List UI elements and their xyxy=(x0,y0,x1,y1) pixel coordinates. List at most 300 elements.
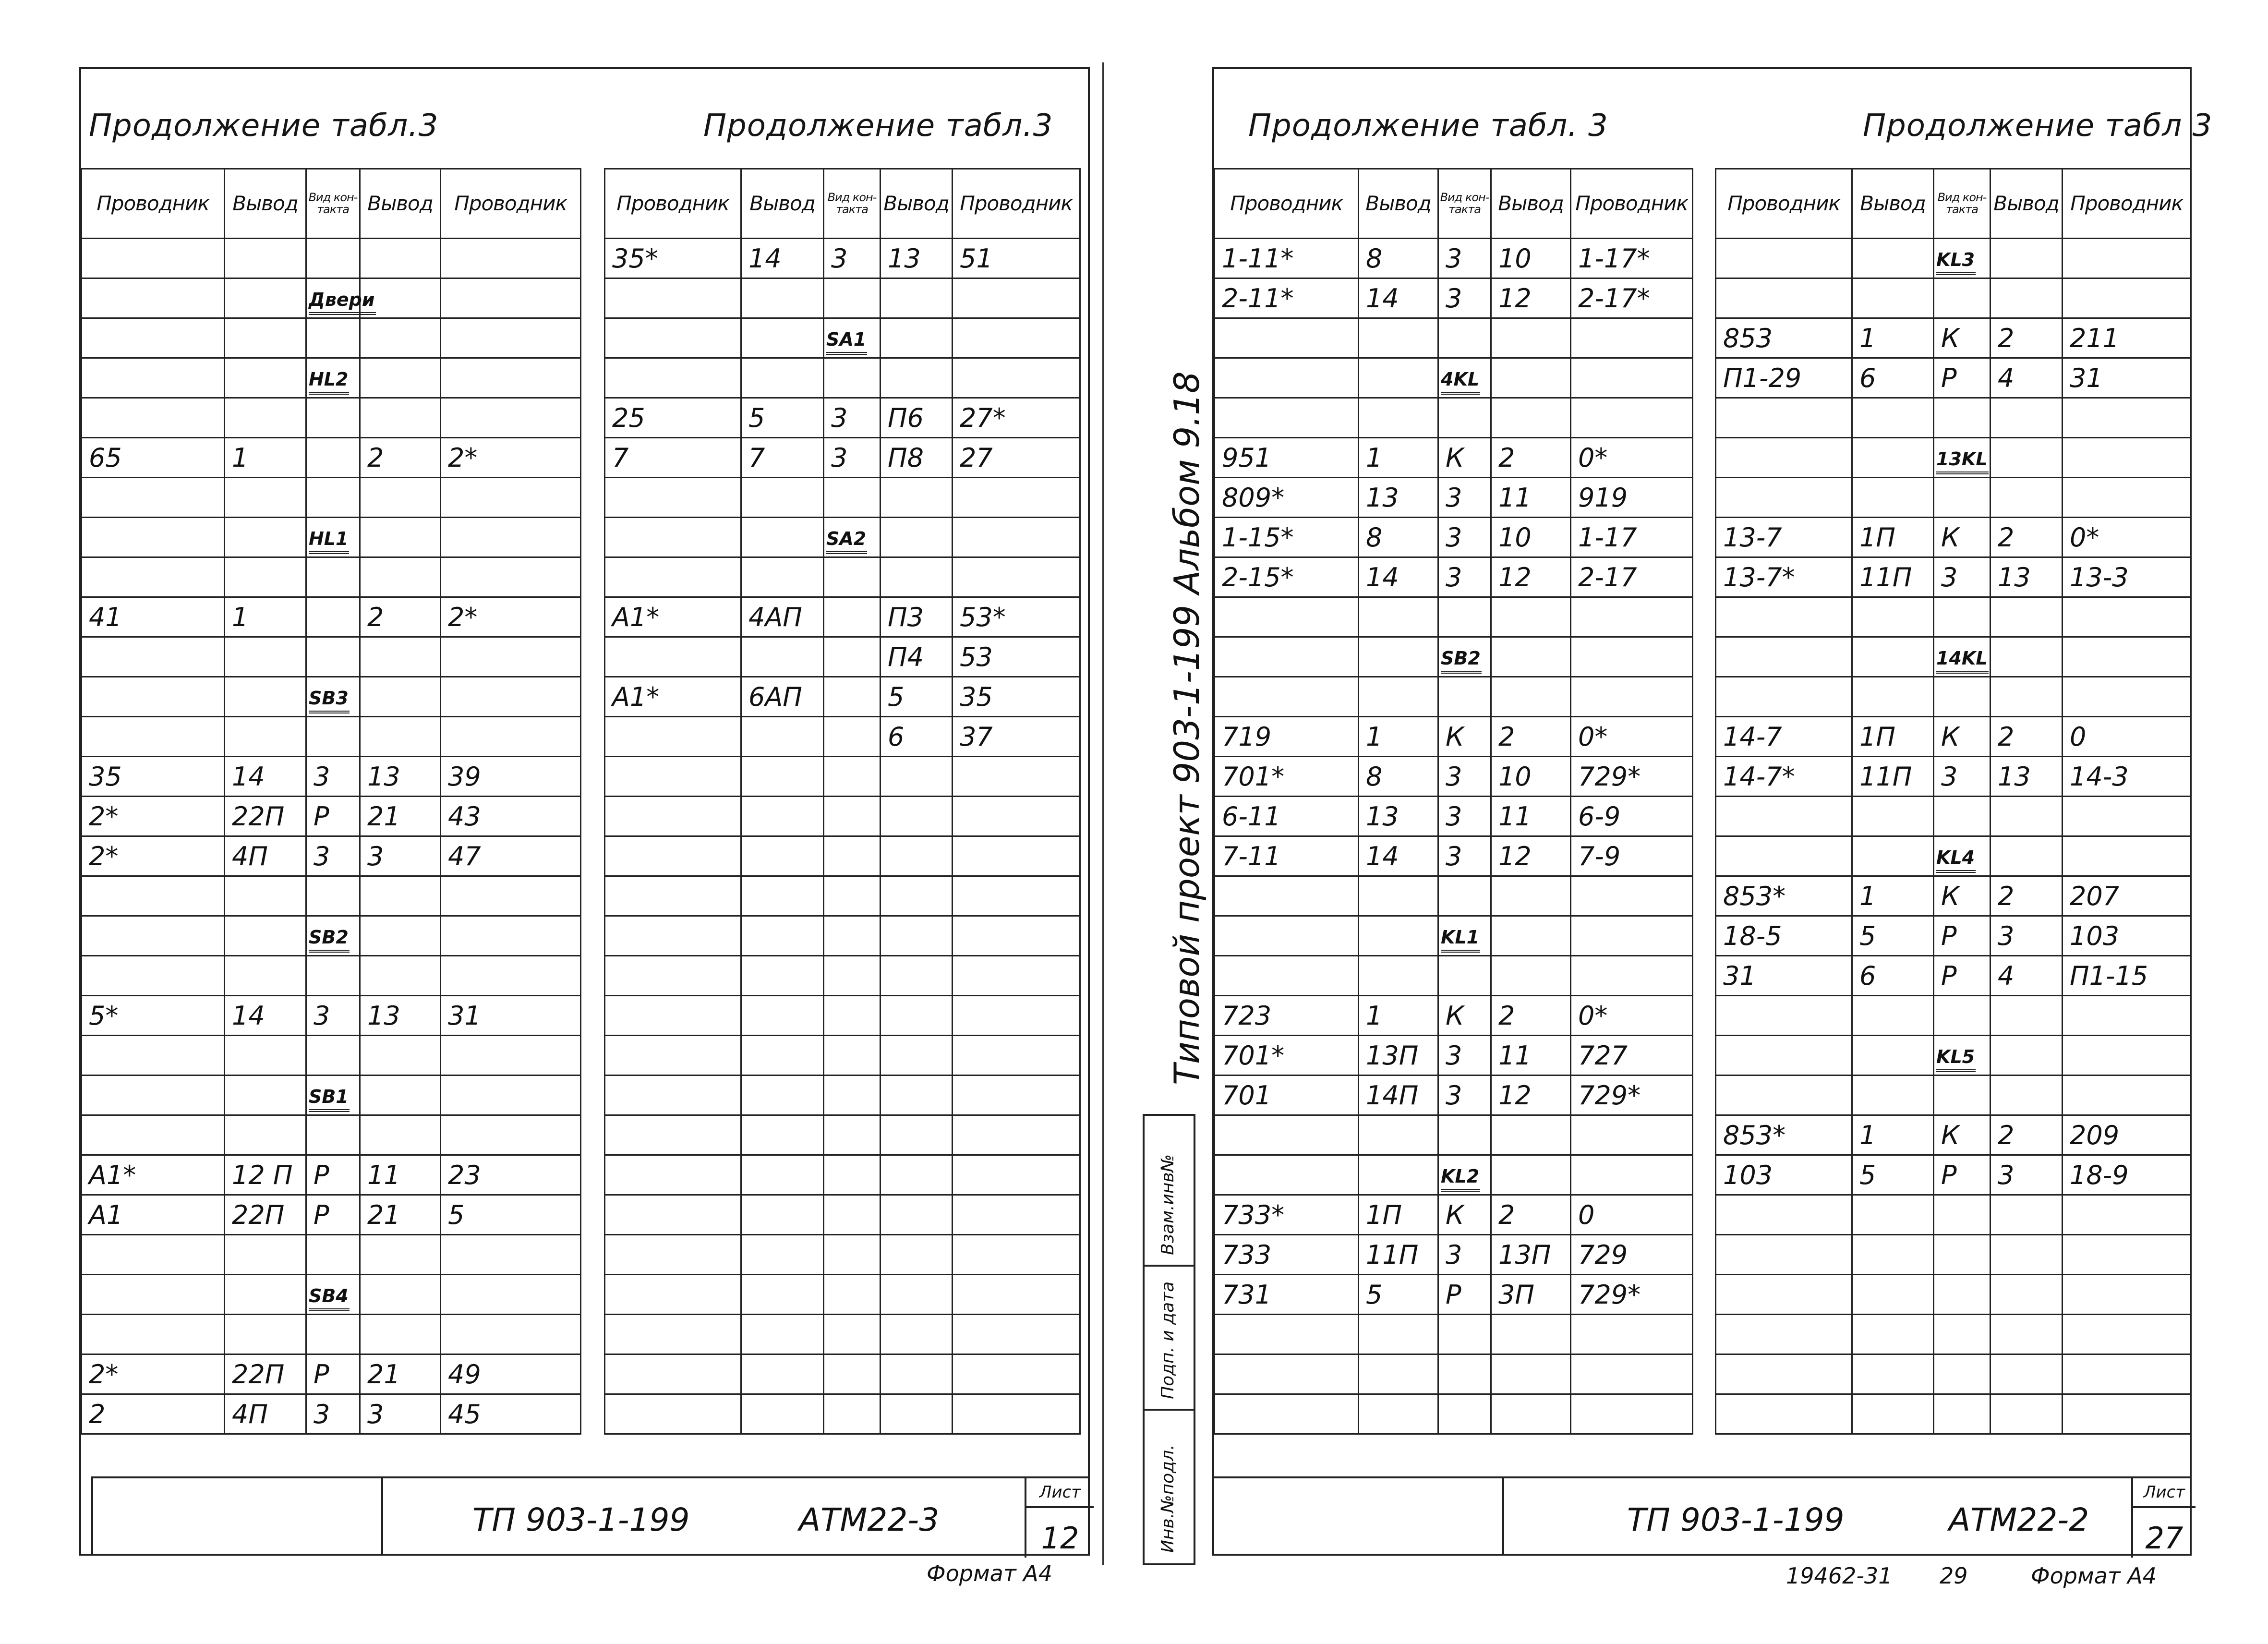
right-footer-page: 29 xyxy=(1940,1563,1968,1589)
table-cell: 2 xyxy=(1991,518,2063,557)
table-cell xyxy=(881,1275,953,1315)
table-cell: 41 xyxy=(82,597,225,637)
table-cell: 13 xyxy=(1991,757,2063,797)
col-header: Вид кон-такта xyxy=(1934,169,1991,239)
table-cell: 0* xyxy=(2063,518,2191,557)
table-cell: 3 xyxy=(306,1394,360,1434)
table-cell: 1 xyxy=(1852,318,1934,358)
table-cell xyxy=(1991,1394,2063,1434)
table-cell: 2 xyxy=(1491,1195,1571,1235)
table-row xyxy=(605,278,1080,318)
table-cell xyxy=(1852,1394,1934,1434)
table-cell xyxy=(741,1235,824,1275)
table-cell: 3П xyxy=(1491,1275,1571,1315)
col-header: Проводник xyxy=(953,169,1080,239)
table-cell xyxy=(605,278,741,318)
table-cell xyxy=(1716,1394,1852,1434)
table-cell xyxy=(605,996,741,1036)
table-cell: 3 xyxy=(1438,836,1491,876)
table-cell xyxy=(741,916,824,956)
table-row xyxy=(82,1115,581,1155)
table-cell: 31 xyxy=(1716,956,1852,996)
table-cell: 6АП xyxy=(741,677,824,717)
table-cell: 51 xyxy=(953,239,1080,278)
table-cell: 12 П xyxy=(225,1155,306,1195)
table-cell xyxy=(1491,637,1571,677)
table-cell xyxy=(1359,876,1438,916)
table-row xyxy=(82,1155,581,1195)
device-label: SB4 xyxy=(309,1285,350,1311)
table-cell xyxy=(605,836,741,876)
table-cell xyxy=(225,358,306,398)
table-cell: 3 xyxy=(824,239,881,278)
table-row xyxy=(1716,757,2191,797)
table-cell: 14-3 xyxy=(2063,757,2191,797)
table-cell xyxy=(1215,916,1359,956)
table-cell xyxy=(1852,1354,1934,1394)
table-cell xyxy=(741,1155,824,1195)
table-cell: 13 xyxy=(1359,478,1438,518)
table-cell xyxy=(1934,836,1991,876)
table-row xyxy=(605,1155,1080,1195)
table-row xyxy=(605,916,1080,956)
table-cell xyxy=(441,518,581,557)
table-cell: 3 xyxy=(1438,757,1491,797)
left-table-a-header xyxy=(82,169,581,239)
table-cell xyxy=(225,1076,306,1115)
table-cell xyxy=(824,717,881,757)
table-row xyxy=(1215,1354,1693,1394)
table-cell xyxy=(2063,239,2191,278)
table-cell: 0* xyxy=(1571,996,1693,1036)
table-cell: 5 xyxy=(1852,916,1934,956)
table-cell: 2* xyxy=(82,797,225,836)
table-cell xyxy=(306,717,360,757)
table-row xyxy=(1215,318,1693,358)
table-cell: 14 xyxy=(1359,836,1438,876)
table-cell: 0* xyxy=(1571,438,1693,478)
table-cell: Р xyxy=(306,1354,360,1394)
table-cell xyxy=(1716,1354,1852,1394)
table-cell xyxy=(1215,1315,1359,1354)
table-row xyxy=(605,518,1080,557)
table-cell: 14-7 xyxy=(1716,717,1852,757)
table-cell xyxy=(824,677,881,717)
table-cell: 14 xyxy=(225,757,306,797)
table-cell xyxy=(741,1076,824,1115)
left-sheet-number-box xyxy=(1025,1478,1094,1558)
table-cell: П6 xyxy=(881,398,953,438)
table-cell xyxy=(1359,956,1438,996)
table-row xyxy=(1215,239,1693,278)
table-cell: 0* xyxy=(1571,717,1693,757)
sheet-caption: Лист xyxy=(1026,1478,1094,1508)
table-cell: 809* xyxy=(1215,478,1359,518)
table-cell xyxy=(82,1315,225,1354)
table-row xyxy=(605,1275,1080,1315)
table-cell xyxy=(881,1235,953,1275)
table-cell xyxy=(1359,1354,1438,1394)
table-row xyxy=(1215,836,1693,876)
table-row xyxy=(1716,438,2191,478)
right-title-right: Продолжение табл 3 xyxy=(1863,108,2213,144)
table-cell: 719 xyxy=(1215,717,1359,757)
table-cell xyxy=(2063,1195,2191,1235)
table-cell: 0 xyxy=(1571,1195,1693,1235)
table-cell: 12 xyxy=(1491,278,1571,318)
table-cell xyxy=(82,1076,225,1115)
table-cell: 1-17* xyxy=(1571,239,1693,278)
col-header: Вид кон-такта xyxy=(1438,169,1491,239)
table-cell xyxy=(82,478,225,518)
table-cell xyxy=(360,1036,441,1076)
table-row xyxy=(82,757,581,797)
table-cell: 8 xyxy=(1359,518,1438,557)
table-cell xyxy=(1716,1195,1852,1235)
table-cell: 11 xyxy=(1491,478,1571,518)
table-row xyxy=(605,797,1080,836)
table-cell: Р xyxy=(1934,956,1991,996)
table-cell xyxy=(225,1315,306,1354)
table-cell xyxy=(1991,478,2063,518)
table-cell xyxy=(2063,677,2191,717)
table-cell xyxy=(1491,398,1571,438)
table-cell: 4АП xyxy=(741,597,824,637)
table-cell xyxy=(1491,1155,1571,1195)
table-cell xyxy=(2063,597,2191,637)
table-cell xyxy=(1934,597,1991,637)
table-cell xyxy=(881,1155,953,1195)
table-cell xyxy=(1571,358,1693,398)
table-row xyxy=(1215,1275,1693,1315)
table-row xyxy=(1716,478,2191,518)
table-cell xyxy=(360,916,441,956)
table-cell xyxy=(741,956,824,996)
table-cell xyxy=(1215,677,1359,717)
table-cell: 701* xyxy=(1215,757,1359,797)
table-cell xyxy=(1716,239,1852,278)
table-cell xyxy=(1991,996,2063,1036)
table-cell xyxy=(1716,1235,1852,1275)
table-cell xyxy=(741,1315,824,1354)
table-row xyxy=(1716,597,2191,637)
table-cell xyxy=(953,1235,1080,1275)
right-table-b xyxy=(1715,168,2190,1435)
table-cell xyxy=(1852,438,1934,478)
col-header: Вывод xyxy=(225,169,306,239)
table-cell xyxy=(1716,1036,1852,1076)
table-cell xyxy=(605,956,741,996)
table-cell xyxy=(82,557,225,597)
device-label: KL1 xyxy=(1441,927,1480,953)
table-cell xyxy=(605,358,741,398)
table-cell xyxy=(2063,836,2191,876)
table-cell xyxy=(1215,1115,1359,1155)
table-cell xyxy=(1491,1115,1571,1155)
table-cell: 7-9 xyxy=(1571,836,1693,876)
table-cell: 1 xyxy=(225,597,306,637)
table-cell xyxy=(824,1315,881,1354)
table-row xyxy=(82,557,581,597)
table-row xyxy=(605,956,1080,996)
table-cell xyxy=(741,876,824,916)
table-row xyxy=(1716,557,2191,597)
table-row xyxy=(1716,1354,2191,1394)
table-cell: 22П xyxy=(225,797,306,836)
table-cell: 11П xyxy=(1852,757,1934,797)
table-cell xyxy=(225,1235,306,1275)
table-cell xyxy=(441,637,581,677)
table-cell: 7-11 xyxy=(1215,836,1359,876)
table-cell xyxy=(1716,438,1852,478)
table-row xyxy=(1716,1155,2191,1195)
table-cell xyxy=(1934,637,1991,677)
table-cell xyxy=(1991,1275,2063,1315)
device-label: HL2 xyxy=(309,369,349,395)
table-cell xyxy=(824,1354,881,1394)
table-cell: 22П xyxy=(225,1195,306,1235)
table-cell xyxy=(82,876,225,916)
table-cell: А1 xyxy=(82,1195,225,1235)
table-cell xyxy=(1991,1076,2063,1115)
table-cell xyxy=(1438,358,1491,398)
table-cell xyxy=(824,518,881,557)
table-cell: 27 xyxy=(953,438,1080,478)
table-cell xyxy=(1571,1155,1693,1195)
signature-side-box xyxy=(1143,1114,1195,1565)
left-title-block xyxy=(91,1476,1090,1556)
table-cell xyxy=(225,1036,306,1076)
table-cell xyxy=(605,478,741,518)
table-cell xyxy=(881,1195,953,1235)
table-cell xyxy=(306,358,360,398)
table-cell xyxy=(824,876,881,916)
table-cell: 733 xyxy=(1215,1235,1359,1275)
table-cell xyxy=(441,717,581,757)
table-cell xyxy=(1571,956,1693,996)
table-row xyxy=(1215,996,1693,1036)
table-cell xyxy=(360,677,441,717)
table-cell: 1-17 xyxy=(1571,518,1693,557)
table-cell xyxy=(360,956,441,996)
table-cell xyxy=(360,1115,441,1155)
table-cell xyxy=(881,1354,953,1394)
left-table-b-header xyxy=(605,169,1080,239)
col-header: Проводник xyxy=(1215,169,1359,239)
table-cell: К xyxy=(1934,717,1991,757)
table-row xyxy=(82,318,581,358)
table-cell xyxy=(881,1076,953,1115)
table-cell: 5 xyxy=(1359,1275,1438,1315)
col-header: Вывод xyxy=(881,169,953,239)
table-cell: 3 xyxy=(1991,1155,2063,1195)
table-cell xyxy=(2063,478,2191,518)
side-label-sign-date: Подп. и дата xyxy=(1158,1281,1178,1399)
table-cell xyxy=(1359,637,1438,677)
table-cell xyxy=(1934,1315,1991,1354)
table-row xyxy=(1215,278,1693,318)
table-row xyxy=(1716,996,2191,1036)
col-header: Проводник xyxy=(1571,169,1693,239)
table-cell xyxy=(824,1394,881,1434)
table-cell xyxy=(824,1235,881,1275)
table-cell xyxy=(741,1036,824,1076)
table-cell: 729 xyxy=(1571,1235,1693,1275)
table-cell: 11П xyxy=(1852,557,1934,597)
table-cell: 2 xyxy=(1991,717,2063,757)
table-row xyxy=(1215,1155,1693,1195)
table-cell xyxy=(824,557,881,597)
table-row xyxy=(82,1315,581,1354)
table-cell xyxy=(605,318,741,358)
table-row xyxy=(1716,1115,2191,1155)
table-cell: 727 xyxy=(1571,1036,1693,1076)
table-cell xyxy=(82,956,225,996)
table-cell xyxy=(953,1155,1080,1195)
table-cell xyxy=(741,797,824,836)
table-cell xyxy=(824,478,881,518)
table-cell xyxy=(306,1036,360,1076)
col-header: Вывод xyxy=(360,169,441,239)
table-cell xyxy=(1438,597,1491,637)
table-cell xyxy=(1934,438,1991,478)
table-cell xyxy=(1991,438,2063,478)
table-cell xyxy=(82,1115,225,1155)
table-cell xyxy=(2063,1315,2191,1354)
table-cell xyxy=(306,318,360,358)
table-cell xyxy=(1491,597,1571,637)
table-cell xyxy=(360,1315,441,1354)
table-cell xyxy=(953,1275,1080,1315)
table-cell xyxy=(605,1076,741,1115)
sheet-number: 12 xyxy=(1041,1521,1079,1556)
table-cell xyxy=(306,637,360,677)
table-cell xyxy=(605,1115,741,1155)
table-cell: 5* xyxy=(82,996,225,1036)
table-row xyxy=(1215,797,1693,836)
table-cell xyxy=(824,597,881,637)
table-row xyxy=(1716,797,2191,836)
table-row xyxy=(1716,398,2191,438)
table-row xyxy=(605,557,1080,597)
table-cell: 2 xyxy=(1991,1115,2063,1155)
table-cell xyxy=(306,677,360,717)
table-cell: 3 xyxy=(1438,1235,1491,1275)
table-cell xyxy=(881,557,953,597)
table-cell: Р xyxy=(306,1155,360,1195)
table-row xyxy=(82,797,581,836)
table-cell xyxy=(824,1036,881,1076)
table-row xyxy=(1716,836,2191,876)
table-cell xyxy=(605,637,741,677)
table-row xyxy=(605,358,1080,398)
table-cell xyxy=(1215,1155,1359,1195)
side-label-replace-inv: Взам.инв№ xyxy=(1158,1154,1178,1255)
table-cell xyxy=(1571,318,1693,358)
table-cell xyxy=(306,478,360,518)
table-cell: 27* xyxy=(953,398,1080,438)
right-title-left: Продолжение табл. 3 xyxy=(1248,108,1608,144)
table-cell xyxy=(953,318,1080,358)
table-cell xyxy=(1571,398,1693,438)
table-cell xyxy=(225,916,306,956)
table-cell xyxy=(1716,278,1852,318)
table-row xyxy=(1716,1235,2191,1275)
table-cell xyxy=(881,1115,953,1155)
table-cell xyxy=(441,677,581,717)
table-cell xyxy=(741,358,824,398)
table-cell xyxy=(82,717,225,757)
table-cell xyxy=(1359,597,1438,637)
table-cell: 11П xyxy=(1359,1235,1438,1275)
table-cell xyxy=(605,916,741,956)
table-cell xyxy=(953,1354,1080,1394)
table-cell xyxy=(441,1235,581,1275)
table-cell: Р xyxy=(1934,916,1991,956)
table-row xyxy=(82,1354,581,1394)
table-cell xyxy=(1215,1354,1359,1394)
table-cell xyxy=(881,1315,953,1354)
table-cell: 207 xyxy=(2063,876,2191,916)
table-cell: 18-5 xyxy=(1716,916,1852,956)
table-cell xyxy=(1215,1394,1359,1434)
table-cell: 2-11* xyxy=(1215,278,1359,318)
table-row xyxy=(1215,1036,1693,1076)
table-cell: 4П xyxy=(225,836,306,876)
table-cell xyxy=(1991,239,2063,278)
table-cell xyxy=(1438,318,1491,358)
table-cell xyxy=(1571,1315,1693,1354)
table-row xyxy=(1716,318,2191,358)
table-cell xyxy=(1438,677,1491,717)
table-row xyxy=(1215,1195,1693,1235)
table-cell xyxy=(953,797,1080,836)
right-table-a xyxy=(1214,168,1692,1435)
table-cell xyxy=(1852,1076,1934,1115)
table-cell: 1 xyxy=(225,438,306,478)
table-cell xyxy=(1991,597,2063,637)
table-cell: 2-17* xyxy=(1571,278,1693,318)
fold-line xyxy=(1102,62,1104,1565)
table-cell: 53* xyxy=(953,597,1080,637)
table-row xyxy=(1716,358,2191,398)
table-cell xyxy=(306,916,360,956)
table-cell xyxy=(306,597,360,637)
table-row xyxy=(1215,557,1693,597)
table-cell: 3 xyxy=(360,836,441,876)
table-cell xyxy=(881,278,953,318)
table-cell xyxy=(306,278,375,318)
table-cell xyxy=(741,757,824,797)
table-row xyxy=(1716,1315,2191,1354)
table-cell: 2 xyxy=(1991,318,2063,358)
table-cell xyxy=(605,1315,741,1354)
table-cell xyxy=(1716,1076,1852,1115)
table-cell: 2* xyxy=(82,836,225,876)
table-cell xyxy=(1491,1354,1571,1394)
table-cell: 1 xyxy=(1359,996,1438,1036)
table-cell xyxy=(306,1275,360,1315)
table-cell xyxy=(953,1076,1080,1115)
table-cell xyxy=(1934,797,1991,836)
table-cell xyxy=(306,239,360,278)
table-cell xyxy=(1716,1275,1852,1315)
table-cell: 12 xyxy=(1491,836,1571,876)
left-format-label: Формат А4 xyxy=(927,1560,1052,1586)
col-header: Вид кон-такта xyxy=(306,169,360,239)
table-cell xyxy=(741,637,824,677)
col-header: Проводник xyxy=(605,169,741,239)
